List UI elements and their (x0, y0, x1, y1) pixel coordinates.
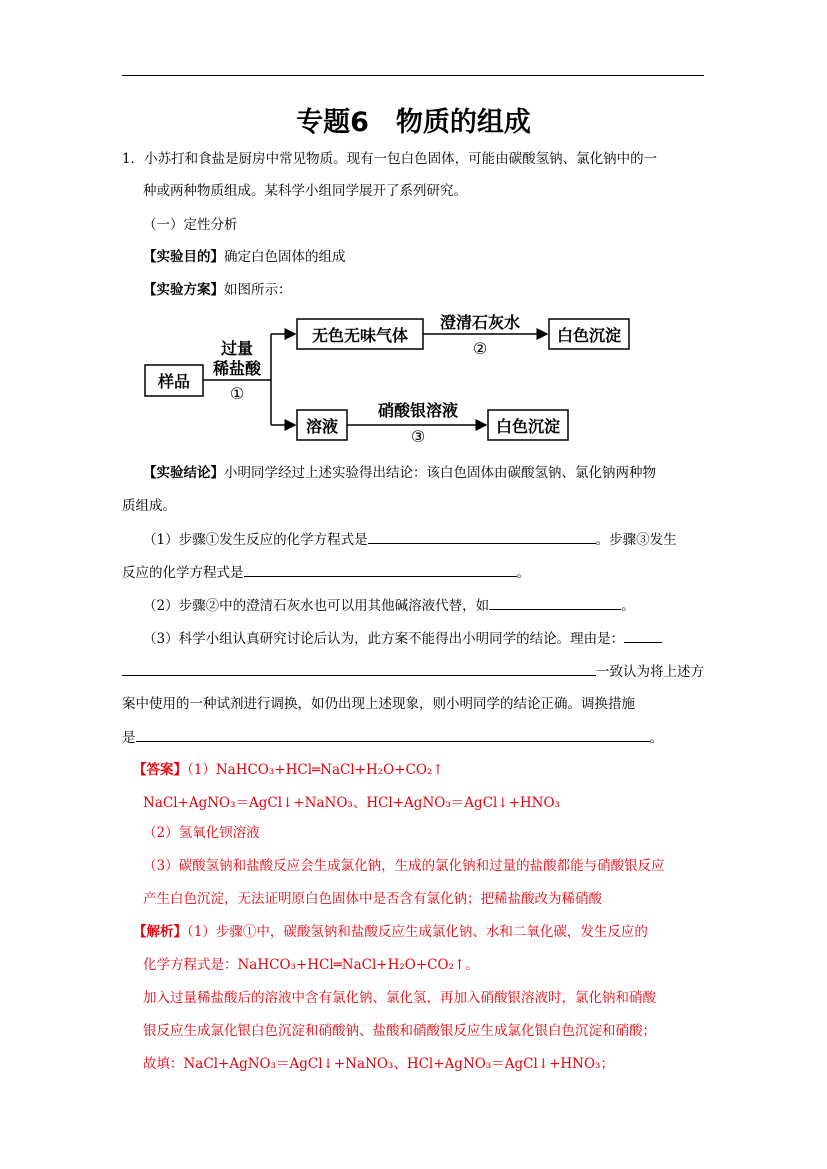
answer-blank-2[interactable] (244, 562, 517, 577)
sample-label: 样品 (157, 372, 191, 391)
analysis-line-1: 【解析】（1）步骤①中，碳酸氢钠和盐酸反应生成氯化钠、水和二氧化碳，发生反应的 (133, 924, 648, 940)
header-rule (122, 75, 704, 76)
answer-3-line-1: （3）碳酸氢钠和盐酸反应会生成氯化钠，生成的氯化钠和过量的盐酸都能与硝酸银反应 (143, 858, 665, 874)
answer-1: 【答案】（1）NaHCO₃+HCl═NaCl+H₂O+CO₂↑ (133, 762, 444, 778)
page-title: 专题6 物质的组成 (296, 107, 531, 138)
step-3-label: ③ (410, 427, 426, 446)
analysis-line-3: 加入过量稀盐酸后的溶液中含有氯化钠、氯化氢，再加入硝酸银溶液时，氯化钠和硝酸 (143, 990, 656, 1006)
sub-question-1-cont: 反应的化学方程式是 。 (122, 562, 530, 583)
answer-blank-3[interactable] (489, 595, 621, 610)
answer-3-line-2: 产生白色沉淀，无法证明原白色固体中是否含有氯化钠；把稀盐酸改为稀硝酸 (143, 891, 602, 907)
answer-1b: NaCl+AgNO₃＝AgCl↓+NaNO₃、HCl+AgNO₃＝AgCl↓+HNO₃ (143, 795, 560, 811)
answer-blank-5[interactable] (122, 661, 596, 676)
sub-question-3: （3）科学小组认真研究讨论后认为，此方案不能得出小明同学的结论。理由是： (143, 628, 662, 649)
solution-label: 溶液 (305, 417, 339, 436)
answer-blank-6[interactable] (136, 727, 650, 742)
question-stem-line-1: 1．小苏打和食盐是厨房中常见物质。现有一包白色固体，可能由碳酸氢钠、氯化钠中的一 (122, 151, 658, 167)
answer-blank-1[interactable] (368, 529, 596, 544)
sub-question-2: （2）步骤②中的澄清石灰水也可以用其他碱溶液代替，如 。 (143, 595, 635, 616)
step-1-label: ① (229, 384, 245, 403)
sub-question-3-cont: 一致认为将上述方 (122, 661, 704, 682)
experiment-plan: 【实验方案】如图所示： (143, 282, 292, 298)
analysis-line-4: 银反应生成氯化银白色沉淀和硝酸钠、盐酸和硝酸银反应生成氯化银白色沉淀和硝酸； (143, 1023, 656, 1039)
question-stem-line-2: 种或两种物质组成。某科学小组同学展开了系列研究。 (143, 183, 467, 199)
analysis-line-2: 化学方程式是：NaHCO₃+HCl═NaCl+H₂O+CO₂↑。 (143, 957, 479, 973)
gas-label: 无色无味气体 (311, 326, 409, 345)
limewater-label: 澄清石灰水 (439, 313, 521, 332)
experiment-conclusion: 【实验结论】小明同学经过上述实验得出结论：该白色固体由碳酸氢钠、氯化钠两种物 (143, 465, 656, 481)
reagent-label-1: 过量 (220, 339, 254, 358)
sub-question-1: （1）步骤①发生反应的化学方程式是 。步骤③发生 (143, 529, 677, 550)
silver-nitrate-label: 硝酸银溶液 (377, 401, 459, 420)
reagent-label-2: 稀盐酸 (212, 359, 262, 378)
question-number: 1． (122, 151, 145, 167)
analysis-line-5: 故填：NaCl+AgNO₃＝AgCl↓+NaNO₃、HCl+AgNO₃＝AgCl↓+HNO₃； (143, 1056, 614, 1072)
step-2-label: ② (472, 339, 488, 358)
sub-question-3-cont-2: 案中使用的一种试剂进行调换，如仍出现上述现象，则小明同学的结论正确。调换措施 (122, 696, 635, 712)
answer-blank-4[interactable] (624, 628, 662, 643)
precip-top-label: 白色沉淀 (556, 326, 622, 345)
experiment-flow-diagram (140, 312, 640, 447)
experiment-purpose: 【实验目的】确定白色固体的组成 (143, 249, 346, 265)
precip-bottom-label: 白色沉淀 (495, 417, 561, 436)
sub-question-3-cont-3: 是 。 (122, 727, 663, 748)
part-heading: （一）定性分析 (143, 217, 238, 233)
answer-2: （2）氢氧化钡溶液 (143, 825, 260, 841)
experiment-conclusion-line-2: 质组成。 (122, 498, 176, 514)
